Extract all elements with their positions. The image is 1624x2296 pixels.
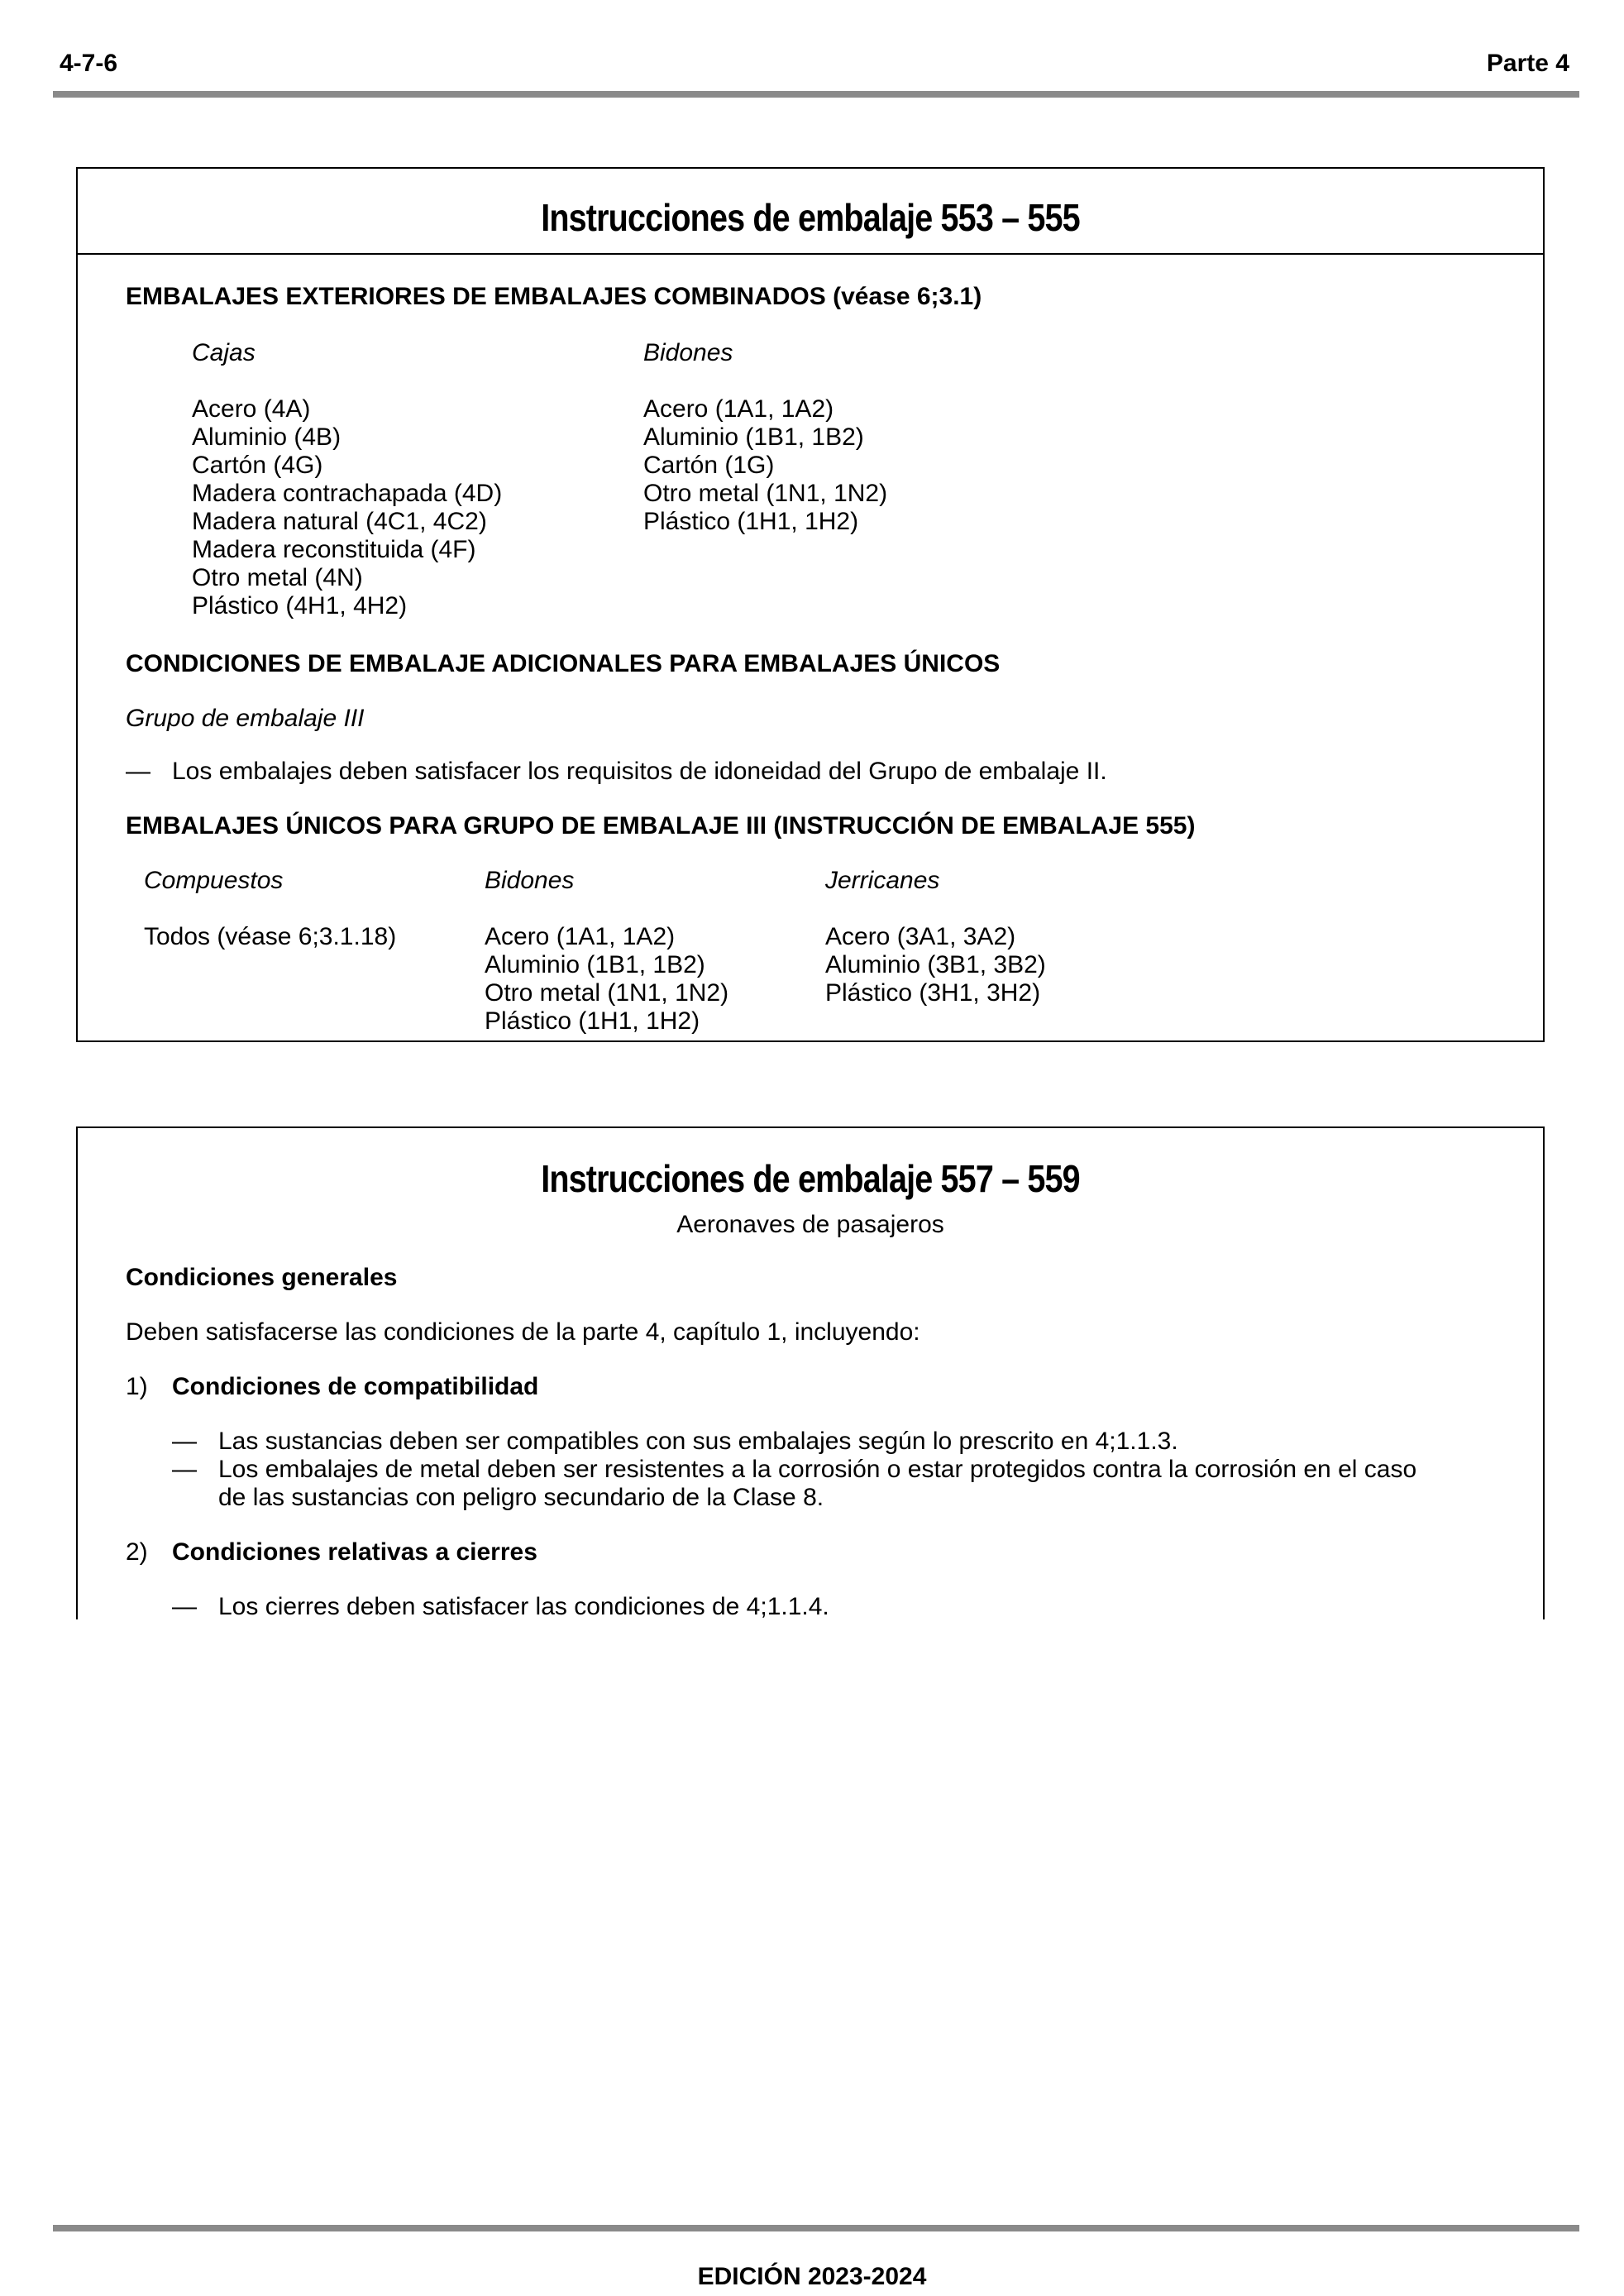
list-item: Acero (1A1, 1A2): [485, 923, 676, 950]
list-item: Cartón (1G): [643, 452, 775, 479]
box-subtitle: Aeronaves de pasajeros: [676, 1211, 944, 1238]
footer-rule: [53, 2225, 1579, 2231]
section-heading-additional-conditions: CONDICIONES DE EMBALAJE ADICIONALES PARA EMBALAJES ÚNICOS: [126, 650, 1001, 677]
compatibility-heading: Condiciones de compatibilidad: [172, 1373, 539, 1400]
list-bidones-2: [485, 923, 728, 1036]
column-heading-compuestos: Compuestos: [144, 867, 284, 894]
list-item: Plástico (4H1, 4H2): [192, 592, 408, 619]
box-title: Instrucciones de embalaje 553 – 555: [541, 196, 1080, 239]
section-heading-outer-packagings: EMBALAJES EXTERIORES DE EMBALAJES COMBINADOS (véase 6;3.1): [126, 283, 982, 310]
closures-heading: Condiciones relativas a cierres: [172, 1538, 537, 1566]
item-number: 1): [126, 1373, 148, 1400]
list-item: Aluminio (1B1, 1B2): [485, 951, 705, 978]
list-compuestos: [144, 923, 396, 951]
list-item: Plástico (3H1, 3H2): [825, 979, 1041, 1007]
list-item: Madera contrachapada (4D): [192, 480, 503, 507]
bullet-text-continued: de las sustancias con peligro secundario de la Clase 8.: [218, 1484, 824, 1511]
bullet-text: Los cierres deben satisfacer las condiciones de 4;1.1.4.: [218, 1593, 829, 1620]
list-item: Otro metal (1N1, 1N2): [485, 979, 729, 1007]
box-title: Instrucciones de embalaje 557 – 559: [541, 1157, 1080, 1200]
list-item: Otro metal (1N1, 1N2): [643, 480, 888, 507]
edition-label: EDICIÓN 2023-2024: [697, 2263, 927, 2290]
list-item: Acero (4A): [192, 395, 311, 423]
bullet-text: Los embalajes de metal deben ser resistentes a la corrosión o estar protegidos contra la corrosión en el caso: [218, 1456, 1417, 1483]
intro-text: Deben satisfacerse las condiciones de la parte 4, capítulo 1, incluyendo:: [126, 1318, 920, 1346]
packing-group-label: Grupo de embalaje III: [126, 705, 365, 732]
list-cajas: [192, 395, 502, 620]
list-item: Cartón (4G): [192, 452, 323, 479]
list-item: Plástico (1H1, 1H2): [485, 1007, 700, 1035]
list-item: Aluminio (4B): [192, 423, 342, 451]
bullet-text: Las sustancias deben ser compatibles con sus embalajes según lo prescrito en 4;1.1.3.: [218, 1428, 1178, 1455]
dash-bullet: —: [172, 1456, 197, 1483]
list-item: Otro metal (4N): [192, 564, 363, 591]
box-title-bar: [78, 169, 1543, 255]
dash-bullet: —: [172, 1593, 197, 1620]
list-item: Todos (véase 6;3.1.18): [144, 923, 397, 950]
column-heading-cajas: Cajas: [192, 339, 256, 366]
list-item: Aluminio (1B1, 1B2): [643, 423, 864, 451]
general-conditions-heading: Condiciones generales: [126, 1264, 398, 1291]
part-label: Parte 4: [1486, 50, 1569, 77]
requirement-text: Los embalajes deben satisfacer los requisitos de idoneidad del Grupo de embalaje II.: [172, 758, 1107, 785]
packing-instruction-box-557-559: [76, 1126, 1545, 1619]
list-jerricanes: [825, 923, 1046, 1007]
section-heading-single-packagings: EMBALAJES ÚNICOS PARA GRUPO DE EMBALAJE III (INSTRUCCIÓN DE EMBALAJE 555): [126, 812, 1196, 839]
column-heading-jerricanes: Jerricanes: [825, 867, 940, 894]
packing-instruction-box-553-555: [76, 167, 1545, 1042]
list-bidones: [643, 395, 887, 536]
list-item: Acero (3A1, 3A2): [825, 923, 1016, 950]
list-item: Plástico (1H1, 1H2): [643, 508, 859, 535]
dash-bullet: —: [172, 1428, 197, 1455]
column-heading-bidones-2: Bidones: [485, 867, 575, 894]
header-rule: [53, 91, 1579, 98]
item-number: 2): [126, 1538, 148, 1566]
dash-bullet: —: [126, 758, 150, 785]
list-item: Aluminio (3B1, 3B2): [825, 951, 1046, 978]
list-item: Madera reconstituida (4F): [192, 536, 476, 563]
column-heading-bidones: Bidones: [643, 339, 733, 366]
page-number: 4-7-6: [60, 50, 118, 77]
list-item: Madera natural (4C1, 4C2): [192, 508, 487, 535]
list-item: Acero (1A1, 1A2): [643, 395, 834, 423]
